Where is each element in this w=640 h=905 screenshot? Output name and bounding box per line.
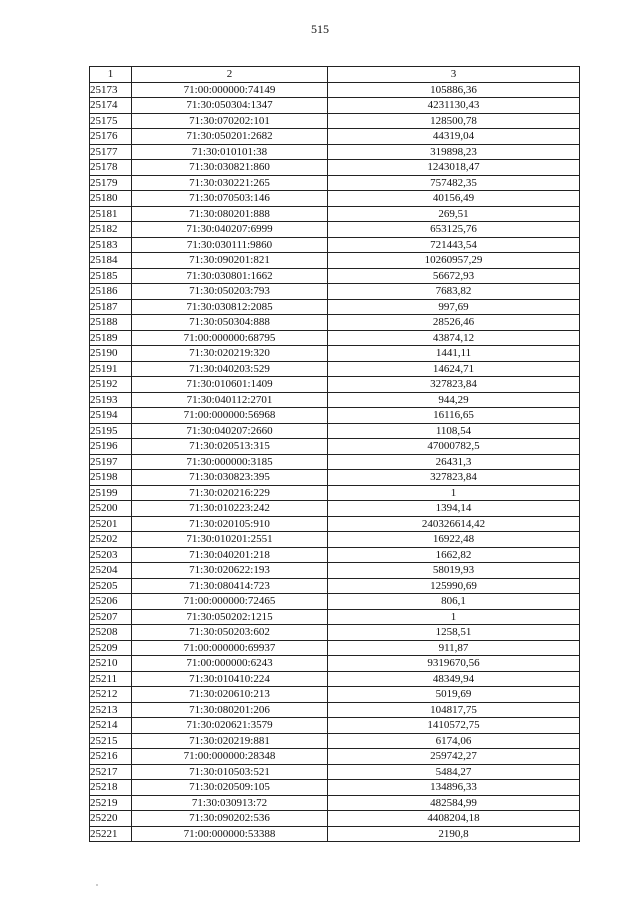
value-cell: 128500,78 [328,113,580,129]
cadastral-number-cell: 71:30:050201:2682 [132,129,328,145]
value-cell: 1410572,75 [328,718,580,734]
cadastral-number-cell: 71:30:080201:206 [132,702,328,718]
value-cell: 5019,69 [328,687,580,703]
cadastral-number-cell: 71:30:030221:265 [132,175,328,191]
value-cell: 48349,94 [328,671,580,687]
cadastral-number-cell: 71:30:010223:242 [132,501,328,517]
row-number-cell: 25192 [90,377,132,393]
value-cell: 1243018,47 [328,160,580,176]
row-number-cell: 25190 [90,346,132,362]
table-row [90,144,580,160]
row-number-cell: 25173 [90,82,132,98]
row-number-cell: 25195 [90,423,132,439]
row-number-cell: 25193 [90,392,132,408]
row-number-cell: 25176 [90,129,132,145]
value-cell: 757482,35 [328,175,580,191]
table-row [90,268,580,284]
cadastral-number-cell: 71:30:040203:529 [132,361,328,377]
cadastral-number-cell: 71:30:020610:213 [132,687,328,703]
table-row [90,625,580,641]
row-number-cell: 25204 [90,563,132,579]
row-number-cell: 25191 [90,361,132,377]
value-cell: 997,69 [328,299,580,315]
table-row [90,547,580,563]
row-number-cell: 25184 [90,253,132,269]
value-cell: 16922,48 [328,532,580,548]
cadastral-number-cell: 71:00:000000:72465 [132,594,328,610]
row-number-cell: 25203 [90,547,132,563]
row-number-cell: 25213 [90,702,132,718]
table-row [90,656,580,672]
cadastral-number-cell: 71:30:090202:536 [132,811,328,827]
value-cell: 6174,06 [328,733,580,749]
cadastral-number-cell: 71:30:020105:910 [132,516,328,532]
value-cell: 240326614,42 [328,516,580,532]
cadastral-number-cell: 71:30:030812:2085 [132,299,328,315]
value-cell: 104817,75 [328,702,580,718]
row-number-cell: 25179 [90,175,132,191]
cadastral-number-cell: 71:30:020216:229 [132,485,328,501]
table-row [90,640,580,656]
row-number-cell: 25216 [90,749,132,765]
table-row [90,113,580,129]
column-header-2: 2 [132,67,328,83]
value-cell: 14624,71 [328,361,580,377]
cadastral-number-cell: 71:30:040112:2701 [132,392,328,408]
row-number-cell: 25212 [90,687,132,703]
cadastral-number-cell: 71:30:050203:602 [132,625,328,641]
table-row [90,780,580,796]
cadastral-number-cell: 71:30:030801:1662 [132,268,328,284]
table-row [90,671,580,687]
row-number-cell: 25221 [90,826,132,842]
cadastral-number-cell: 71:30:020622:193 [132,563,328,579]
row-number-cell: 25202 [90,532,132,548]
table-row [90,764,580,780]
row-number-cell: 25189 [90,330,132,346]
table-row [90,749,580,765]
value-cell: 482584,99 [328,795,580,811]
table-row [90,408,580,424]
cadastral-number-cell: 71:00:000000:69937 [132,640,328,656]
cadastral-number-cell: 71:30:020219:320 [132,346,328,362]
row-number-cell: 25217 [90,764,132,780]
table-row [90,516,580,532]
cadastral-number-cell: 71:30:050304:888 [132,315,328,331]
value-cell: 4231130,43 [328,98,580,114]
column-header-1: 1 [90,67,132,83]
row-number-cell: 25218 [90,780,132,796]
value-cell: 10260957,29 [328,253,580,269]
cadastral-number-cell: 71:30:030823:395 [132,470,328,486]
value-cell: 1394,14 [328,501,580,517]
value-cell: 47000782,5 [328,439,580,455]
cadastral-number-cell: 71:30:000000:3185 [132,454,328,470]
row-number-cell: 25177 [90,144,132,160]
value-cell: 806,1 [328,594,580,610]
value-cell: 1108,54 [328,423,580,439]
value-cell: 125990,69 [328,578,580,594]
table-body [90,82,580,842]
table-row [90,377,580,393]
value-cell: 1 [328,485,580,501]
cadastral-number-cell: 71:00:000000:6243 [132,656,328,672]
table-row [90,454,580,470]
table-row [90,563,580,579]
row-number-cell: 25185 [90,268,132,284]
value-cell: 269,51 [328,206,580,222]
cadastral-number-cell: 71:30:020621:3579 [132,718,328,734]
value-cell: 9319670,56 [328,656,580,672]
table-row [90,175,580,191]
cadastral-number-cell: 71:30:010601:1409 [132,377,328,393]
cadastral-number-cell: 71:00:000000:28348 [132,749,328,765]
table-row [90,485,580,501]
table-row [90,191,580,207]
value-cell: 26431,3 [328,454,580,470]
row-number-cell: 25219 [90,795,132,811]
cadastral-number-cell: 71:30:080414:723 [132,578,328,594]
cadastral-number-cell: 71:00:000000:53388 [132,826,328,842]
cadastral-number-cell: 71:30:030821:860 [132,160,328,176]
table-row [90,129,580,145]
cadastral-number-cell: 71:00:000000:56968 [132,408,328,424]
cadastral-number-cell: 71:30:070503:146 [132,191,328,207]
row-number-cell: 25198 [90,470,132,486]
value-cell: 7683,82 [328,284,580,300]
cadastral-number-cell: 71:30:010410:224 [132,671,328,687]
row-number-cell: 25181 [90,206,132,222]
row-number-cell: 25187 [90,299,132,315]
table-row [90,687,580,703]
value-cell: 1441,11 [328,346,580,362]
row-number-cell: 25214 [90,718,132,734]
value-cell: 327823,84 [328,377,580,393]
row-number-cell: 25196 [90,439,132,455]
row-number-cell: 25182 [90,222,132,238]
row-number-cell: 25207 [90,609,132,625]
value-cell: 1662,82 [328,547,580,563]
cadastral-number-cell: 71:30:050203:793 [132,284,328,300]
value-cell: 327823,84 [328,470,580,486]
row-number-cell: 25206 [90,594,132,610]
value-cell: 56672,93 [328,268,580,284]
cadastral-number-cell: 71:30:020509:105 [132,780,328,796]
row-number-cell: 25210 [90,656,132,672]
table-row [90,82,580,98]
table-row [90,795,580,811]
table-row [90,206,580,222]
row-number-cell: 25208 [90,625,132,641]
value-cell: 40156,49 [328,191,580,207]
table-row [90,718,580,734]
row-number-cell: 25188 [90,315,132,331]
cadastral-number-cell: 71:30:010201:2551 [132,532,328,548]
value-cell: 58019,93 [328,563,580,579]
table-row [90,253,580,269]
value-cell: 16116,65 [328,408,580,424]
cadastral-number-cell: 71:30:040207:6999 [132,222,328,238]
cadastral-number-cell: 71:30:020219:881 [132,733,328,749]
table-row [90,470,580,486]
row-number-cell: 25199 [90,485,132,501]
table-row [90,284,580,300]
table-row [90,299,580,315]
cadastral-number-cell: 71:30:070202:101 [132,113,328,129]
row-number-cell: 25175 [90,113,132,129]
row-number-cell: 25200 [90,501,132,517]
value-cell: 1258,51 [328,625,580,641]
table-row [90,361,580,377]
row-number-cell: 25211 [90,671,132,687]
table-row [90,222,580,238]
value-cell: 1 [328,609,580,625]
registry-table [89,66,580,842]
table-row [90,315,580,331]
cadastral-number-cell: 71:30:080201:888 [132,206,328,222]
table-row [90,826,580,842]
value-cell: 2190,8 [328,826,580,842]
row-number-cell: 25186 [90,284,132,300]
table-row [90,392,580,408]
table-row [90,330,580,346]
row-number-cell: 25180 [90,191,132,207]
value-cell: 5484,27 [328,764,580,780]
value-cell: 721443,54 [328,237,580,253]
value-cell: 653125,76 [328,222,580,238]
table-row [90,237,580,253]
cadastral-number-cell: 71:30:010503:521 [132,764,328,780]
table-row [90,346,580,362]
cadastral-number-cell: 71:00:000000:74149 [132,82,328,98]
value-cell: 319898,23 [328,144,580,160]
value-cell: 28526,46 [328,315,580,331]
row-number-cell: 25174 [90,98,132,114]
table-row [90,702,580,718]
cadastral-number-cell: 71:30:040207:2660 [132,423,328,439]
cadastral-number-cell: 71:30:020513:315 [132,439,328,455]
row-number-cell: 25220 [90,811,132,827]
row-number-cell: 25183 [90,237,132,253]
cadastral-number-cell: 71:30:040201:218 [132,547,328,563]
cadastral-number-cell: 71:30:090201:821 [132,253,328,269]
table-row [90,160,580,176]
table-row [90,501,580,517]
table-row [90,423,580,439]
row-number-cell: 25215 [90,733,132,749]
cadastral-number-cell: 71:30:050202:1215 [132,609,328,625]
scan-speck [96,884,98,886]
value-cell: 911,87 [328,640,580,656]
page-number: 515 [311,22,329,36]
value-cell: 44319,04 [328,129,580,145]
value-cell: 43874,12 [328,330,580,346]
value-cell: 134896,33 [328,780,580,796]
value-cell: 4408204,18 [328,811,580,827]
table-row [90,439,580,455]
value-cell: 105886,36 [328,82,580,98]
row-number-cell: 25197 [90,454,132,470]
cadastral-number-cell: 71:30:030913:72 [132,795,328,811]
row-number-cell: 25205 [90,578,132,594]
table-row [90,733,580,749]
value-cell: 944,29 [328,392,580,408]
row-number-cell: 25209 [90,640,132,656]
row-number-cell: 25194 [90,408,132,424]
column-header-3: 3 [328,67,580,83]
cadastral-number-cell: 71:30:030111:9860 [132,237,328,253]
row-number-cell: 25201 [90,516,132,532]
cadastral-number-cell: 71:30:050304:1347 [132,98,328,114]
value-cell: 259742,27 [328,749,580,765]
cadastral-number-cell: 71:30:010101:38 [132,144,328,160]
table-row [90,594,580,610]
cadastral-number-cell: 71:00:000000:68795 [132,330,328,346]
table-row [90,578,580,594]
table-row [90,532,580,548]
table-row [90,811,580,827]
table-row [90,98,580,114]
row-number-cell: 25178 [90,160,132,176]
table-header-row [90,67,580,83]
table-row [90,609,580,625]
